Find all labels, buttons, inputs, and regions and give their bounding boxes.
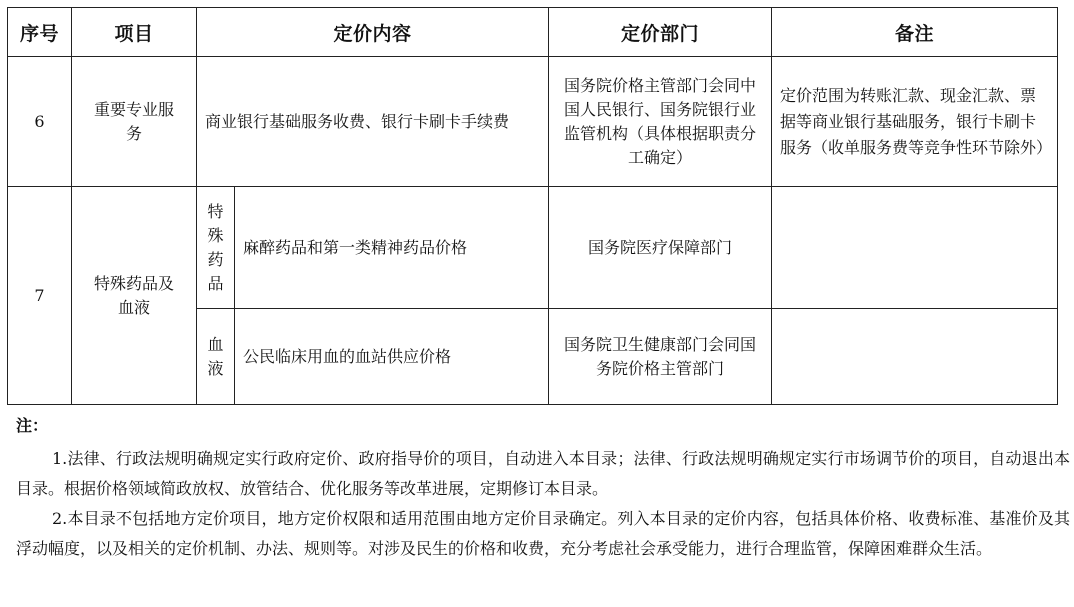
table-row-6 [8, 57, 1058, 187]
notes-section [16, 414, 1070, 564]
table-row-7-special-drugs [8, 187, 1058, 309]
row6-item: 重要专业服务 [72, 57, 197, 187]
row7-sub2-department: 国务院卫生健康部门会同国务院价格主管部门 [549, 309, 772, 405]
note-item-1: 1.法律、行政法规明确规定实行政府定价、政府指导价的项目，自动进入本目录；法律、行政法规明确规定实行市场调节价的项目，自动退出本目录。根据价格领域简政放权、放管结合、优化服务等改革进展，定期修订本目录。 [16, 449, 1070, 498]
notes-title: 注： [16, 416, 49, 435]
row7-sub1-department: 国务院医疗保障部门 [549, 187, 772, 309]
row7-sub1-label: 特殊药品 [197, 187, 235, 309]
row7-sub2-label: 血液 [197, 309, 235, 405]
pricing-catalog-table [7, 7, 1058, 405]
header-serial-no: 序号 [8, 8, 72, 57]
row7-item: 特殊药品及血液 [72, 187, 197, 405]
row7-sub2-remark [772, 309, 1058, 405]
row7-sub1-content: 麻醉药品和第一类精神药品价格 [235, 187, 549, 309]
row6-remark: 定价范围为转账汇款、现金汇款、票据等商业银行基础服务，银行卡刷卡服务（收单服务费等竞争性环节除外） [772, 57, 1058, 187]
row7-serial-no: 7 [8, 187, 72, 405]
header-pricing-content: 定价内容 [197, 8, 549, 57]
row6-content: 商业银行基础服务收费、银行卡刷卡手续费 [197, 57, 549, 187]
header-remark: 备注 [772, 8, 1058, 57]
table-header-row [8, 8, 1058, 57]
header-pricing-department: 定价部门 [549, 8, 772, 57]
row6-serial-no: 6 [8, 57, 72, 187]
note-item-2: 2.本目录不包括地方定价项目，地方定价权限和适用范围由地方定价目录确定。列入本目录的定价内容，包括具体价格、收费标准、基准价及其浮动幅度，以及相关的定价机制、办法、规则等。对涉及民生的价格和收费，充分考虑社会承受能力，进行合理监管，保障困难群众生活。 [16, 509, 1070, 558]
row7-sub2-content: 公民临床用血的血站供应价格 [235, 309, 549, 405]
row7-sub1-remark [772, 187, 1058, 309]
row6-department: 国务院价格主管部门会同中国人民银行、国务院银行业监管机构（具体根据职责分工确定） [549, 57, 772, 187]
header-item: 项目 [72, 8, 197, 57]
